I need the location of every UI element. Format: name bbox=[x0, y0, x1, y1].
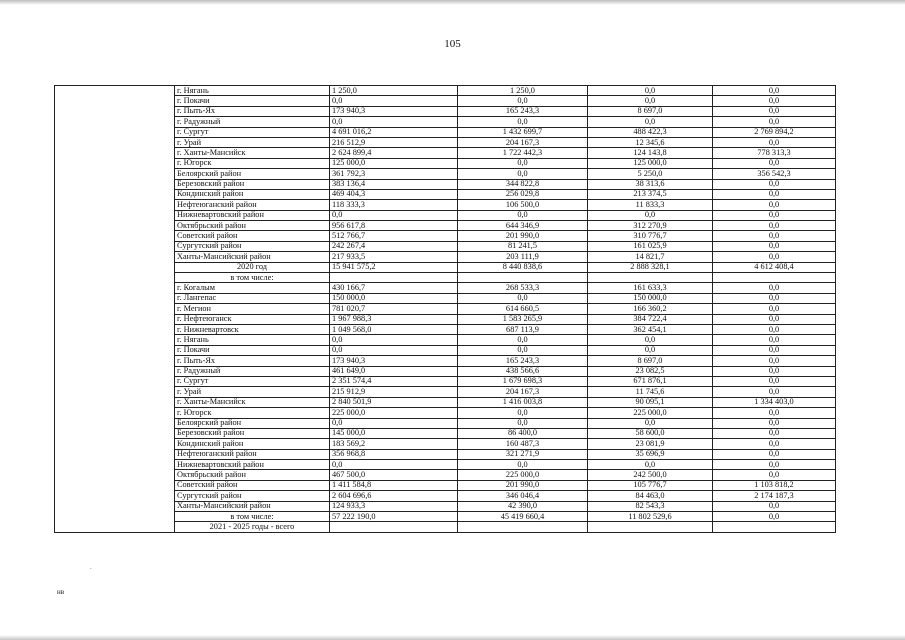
value-cell-v2: 204 167,3 bbox=[458, 137, 588, 147]
row-label: Березовский район bbox=[175, 179, 330, 189]
value-cell-v2: 165 243,3 bbox=[458, 356, 588, 366]
value-cell-v3: 312 270,9 bbox=[588, 221, 713, 231]
row-label: г. Нягань bbox=[175, 86, 330, 96]
value-cell-v2: 8 440 838,6 bbox=[458, 262, 588, 272]
row-label: Нефтеюганский район bbox=[175, 200, 330, 210]
row-label: г. Нижневартовск bbox=[175, 324, 330, 334]
row-label: Белоярский район bbox=[175, 418, 330, 428]
row-label: г. Когалым bbox=[175, 283, 330, 293]
value-cell-v2: 0,0 bbox=[458, 418, 588, 428]
row-label: г. Урай bbox=[175, 387, 330, 397]
value-cell-v3: 161 633,3 bbox=[588, 283, 713, 293]
value-cell-v1: 383 136,4 bbox=[330, 179, 458, 189]
scan-edge-top bbox=[0, 0, 905, 5]
value-cell-v4: 0,0 bbox=[713, 460, 836, 470]
value-cell-v2: 0,0 bbox=[458, 158, 588, 168]
value-cell-v1: 4 691 016,2 bbox=[330, 127, 458, 137]
value-cell-v2: 0,0 bbox=[458, 335, 588, 345]
value-cell-v4: 4 612 408,4 bbox=[713, 262, 836, 272]
value-cell-v1: 512 766,7 bbox=[330, 231, 458, 241]
value-cell-v3: 84 463,0 bbox=[588, 491, 713, 501]
value-cell-v2: 438 566,6 bbox=[458, 366, 588, 376]
row-label: г. Ханты-Мансийск bbox=[175, 148, 330, 158]
value-cell-v3: 58 600,0 bbox=[588, 428, 713, 438]
value-cell-v2: 0,0 bbox=[458, 460, 588, 470]
value-cell-v4: 0,0 bbox=[713, 408, 836, 418]
value-cell-v3: 0,0 bbox=[588, 460, 713, 470]
value-cell-v4: 0,0 bbox=[713, 428, 836, 438]
value-cell-v1: 0,0 bbox=[330, 117, 458, 127]
value-cell-v4: 0,0 bbox=[713, 314, 836, 324]
row-label: г. Мегион bbox=[175, 304, 330, 314]
value-cell-v3: 38 313,6 bbox=[588, 179, 713, 189]
row-label: 2020 год bbox=[175, 262, 330, 272]
value-cell-v3 bbox=[588, 273, 713, 283]
value-cell-v2: 344 822,8 bbox=[458, 179, 588, 189]
row-label: Березовский район bbox=[175, 428, 330, 438]
value-cell-v3: 0,0 bbox=[588, 117, 713, 127]
row-label: 2021 - 2025 годы - всего bbox=[175, 522, 330, 532]
value-cell-v2: 0,0 bbox=[458, 345, 588, 355]
value-cell-v1: 242 267,4 bbox=[330, 241, 458, 251]
row-label: г. Покачи bbox=[175, 96, 330, 106]
value-cell-v3: 0,0 bbox=[588, 86, 713, 96]
value-cell-v2: 201 990,0 bbox=[458, 480, 588, 490]
row-label: г. Покачи bbox=[175, 345, 330, 355]
value-cell-v3: 362 454,1 bbox=[588, 324, 713, 334]
row-label: Кондинский район bbox=[175, 189, 330, 199]
value-cell-v1: 125 000,0 bbox=[330, 158, 458, 168]
row-label: г. Лангепас bbox=[175, 293, 330, 303]
row-label: Ханты-Мансийский район bbox=[175, 501, 330, 511]
row-label: Нефтеюганский район bbox=[175, 449, 330, 459]
value-cell-v2: 106 500,0 bbox=[458, 200, 588, 210]
value-cell-v4: 0,0 bbox=[713, 96, 836, 106]
row-label: Советский район bbox=[175, 480, 330, 490]
row-label: Октябрьский район bbox=[175, 470, 330, 480]
value-cell-v1: 0,0 bbox=[330, 335, 458, 345]
value-cell-v3: 242 500,0 bbox=[588, 470, 713, 480]
value-cell-v2: 687 113,9 bbox=[458, 324, 588, 334]
value-cell-v1: 0,0 bbox=[330, 418, 458, 428]
value-cell-v4: 0,0 bbox=[713, 324, 836, 334]
value-cell-v3: 161 025,9 bbox=[588, 241, 713, 251]
value-cell-v3: 11 833,3 bbox=[588, 200, 713, 210]
value-cell-v4: 1 334 403,0 bbox=[713, 397, 836, 407]
value-cell-v1: 361 792,3 bbox=[330, 169, 458, 179]
value-cell-v3: 5 250,0 bbox=[588, 169, 713, 179]
value-cell-v4: 0,0 bbox=[713, 376, 836, 386]
value-cell-v3: 23 081,9 bbox=[588, 439, 713, 449]
value-cell-v3: 90 095,1 bbox=[588, 397, 713, 407]
value-cell-v1: 781 020,7 bbox=[330, 304, 458, 314]
row-label: Советский район bbox=[175, 231, 330, 241]
value-cell-v1: 225 000,0 bbox=[330, 408, 458, 418]
value-cell-v4: 0,0 bbox=[713, 200, 836, 210]
value-cell-v4: 0,0 bbox=[713, 449, 836, 459]
value-cell-v2: 45 419 660,4 bbox=[458, 512, 588, 522]
value-cell-v1: 217 933,5 bbox=[330, 252, 458, 262]
row-label: Ханты-Мансийский район bbox=[175, 252, 330, 262]
row-label: г. Радужный bbox=[175, 117, 330, 127]
value-cell-v1: 216 512,9 bbox=[330, 137, 458, 147]
value-cell-v2: 81 241,5 bbox=[458, 241, 588, 251]
row-label: г. Югорск bbox=[175, 408, 330, 418]
value-cell-v1: 2 351 574,4 bbox=[330, 376, 458, 386]
row-label: Белоярский район bbox=[175, 169, 330, 179]
value-cell-v3: 125 000,0 bbox=[588, 158, 713, 168]
row-label: г. Пыть-Ях bbox=[175, 356, 330, 366]
value-cell-v4 bbox=[713, 273, 836, 283]
value-cell-v1: 0,0 bbox=[330, 96, 458, 106]
row-label: г. Сургут bbox=[175, 127, 330, 137]
value-cell-v4: 0,0 bbox=[713, 210, 836, 220]
value-cell-v4: 0,0 bbox=[713, 366, 836, 376]
value-cell-v2: 346 046,4 bbox=[458, 491, 588, 501]
value-cell-v4: 0,0 bbox=[713, 86, 836, 96]
value-cell-v3: 0,0 bbox=[588, 335, 713, 345]
row-label: Нижневартовский район bbox=[175, 460, 330, 470]
value-cell-v2 bbox=[458, 522, 588, 532]
value-cell-v4 bbox=[713, 522, 836, 532]
scan-edge-bottom bbox=[0, 635, 905, 640]
value-cell-v3: 0,0 bbox=[588, 418, 713, 428]
value-cell-v1: 215 912,9 bbox=[330, 387, 458, 397]
value-cell-v4: 0,0 bbox=[713, 501, 836, 511]
row-label: г. Нягань bbox=[175, 335, 330, 345]
value-cell-v3: 12 345,6 bbox=[588, 137, 713, 147]
row-label: г. Нефтеюганск bbox=[175, 314, 330, 324]
value-cell-v3: 166 360,2 bbox=[588, 304, 713, 314]
budget-table-body bbox=[55, 86, 836, 533]
value-cell-v2: 1 432 699,7 bbox=[458, 127, 588, 137]
value-cell-v4: 0,0 bbox=[713, 158, 836, 168]
value-cell-v4: 0,0 bbox=[713, 418, 836, 428]
value-cell-v4: 0,0 bbox=[713, 439, 836, 449]
value-cell-v3: 11 802 529,6 bbox=[588, 512, 713, 522]
value-cell-v4: 0,0 bbox=[713, 117, 836, 127]
value-cell-v4: 356 542,3 bbox=[713, 169, 836, 179]
value-cell-v4: 0,0 bbox=[713, 106, 836, 116]
value-cell-v4: 0,0 bbox=[713, 293, 836, 303]
value-cell-v1: 356 968,8 bbox=[330, 449, 458, 459]
value-cell-v3: 8 697,0 bbox=[588, 356, 713, 366]
value-cell-v3: 2 888 328,1 bbox=[588, 262, 713, 272]
value-cell-v1: 0,0 bbox=[330, 210, 458, 220]
value-cell-v1: 956 617,8 bbox=[330, 221, 458, 231]
value-cell-v1: 183 569,2 bbox=[330, 439, 458, 449]
value-cell-v4: 0,0 bbox=[713, 221, 836, 231]
row-label: г. Ханты-Мансийск bbox=[175, 397, 330, 407]
value-cell-v2: 1 722 442,3 bbox=[458, 148, 588, 158]
value-cell-v1: 150 000,0 bbox=[330, 293, 458, 303]
value-cell-v3: 8 697,0 bbox=[588, 106, 713, 116]
value-cell-v4: 0,0 bbox=[713, 470, 836, 480]
value-cell-v1 bbox=[330, 273, 458, 283]
value-cell-v1: 1 967 988,3 bbox=[330, 314, 458, 324]
value-cell-v3: 14 821,7 bbox=[588, 252, 713, 262]
merged-side-cell bbox=[55, 86, 175, 533]
table-row bbox=[55, 86, 836, 96]
value-cell-v3: 225 000,0 bbox=[588, 408, 713, 418]
value-cell-v3: 0,0 bbox=[588, 96, 713, 106]
value-cell-v1: 461 649,0 bbox=[330, 366, 458, 376]
value-cell-v2: 321 271,9 bbox=[458, 449, 588, 459]
value-cell-v2: 0,0 bbox=[458, 96, 588, 106]
value-cell-v2: 614 660,5 bbox=[458, 304, 588, 314]
value-cell-v4: 0,0 bbox=[713, 345, 836, 355]
value-cell-v3: 213 374,5 bbox=[588, 189, 713, 199]
value-cell-v3: 35 696,9 bbox=[588, 449, 713, 459]
value-cell-v4: 0,0 bbox=[713, 252, 836, 262]
value-cell-v2: 0,0 bbox=[458, 293, 588, 303]
value-cell-v2: 1 416 003,8 bbox=[458, 397, 588, 407]
value-cell-v2: 160 487,3 bbox=[458, 439, 588, 449]
value-cell-v1: 467 500,0 bbox=[330, 470, 458, 480]
stray-mark: . bbox=[90, 563, 92, 571]
value-cell-v2: 0,0 bbox=[458, 117, 588, 127]
value-cell-v2: 0,0 bbox=[458, 169, 588, 179]
value-cell-v2: 204 167,3 bbox=[458, 387, 588, 397]
value-cell-v4: 2 769 894,2 bbox=[713, 127, 836, 137]
row-label: в том числе: bbox=[175, 512, 330, 522]
value-cell-v1: 2 840 501,9 bbox=[330, 397, 458, 407]
value-cell-v4: 0,0 bbox=[713, 387, 836, 397]
value-cell-v3: 23 082,5 bbox=[588, 366, 713, 376]
value-cell-v1: 1 411 584,8 bbox=[330, 480, 458, 490]
row-label: г. Радужный bbox=[175, 366, 330, 376]
value-cell-v3: 488 422,3 bbox=[588, 127, 713, 137]
row-label: Октябрьский район bbox=[175, 221, 330, 231]
row-label: г. Сургут bbox=[175, 376, 330, 386]
value-cell-v2: 0,0 bbox=[458, 408, 588, 418]
value-cell-v4: 0,0 bbox=[713, 231, 836, 241]
value-cell-v1: 2 604 696,6 bbox=[330, 491, 458, 501]
value-cell-v4: 0,0 bbox=[713, 137, 836, 147]
footer-mark: нв bbox=[57, 588, 65, 596]
value-cell-v1: 124 933,3 bbox=[330, 501, 458, 511]
value-cell-v4: 0,0 bbox=[713, 179, 836, 189]
value-cell-v3 bbox=[588, 522, 713, 532]
value-cell-v3: 82 543,3 bbox=[588, 501, 713, 511]
value-cell-v2: 225 000,0 bbox=[458, 470, 588, 480]
value-cell-v3: 124 143,8 bbox=[588, 148, 713, 158]
value-cell-v4: 0,0 bbox=[713, 304, 836, 314]
value-cell-v3: 150 000,0 bbox=[588, 293, 713, 303]
value-cell-v1: 57 222 190,0 bbox=[330, 512, 458, 522]
row-label: Сургутский район bbox=[175, 491, 330, 501]
value-cell-v2: 268 533,3 bbox=[458, 283, 588, 293]
value-cell-v3: 105 776,7 bbox=[588, 480, 713, 490]
value-cell-v2: 165 243,3 bbox=[458, 106, 588, 116]
row-label: г. Пыть-Ях bbox=[175, 106, 330, 116]
value-cell-v1: 1 049 568,0 bbox=[330, 324, 458, 334]
page-number: 105 bbox=[444, 38, 461, 50]
value-cell-v2: 1 583 265,9 bbox=[458, 314, 588, 324]
value-cell-v2: 86 400,0 bbox=[458, 428, 588, 438]
value-cell-v4: 778 313,3 bbox=[713, 148, 836, 158]
row-label: Кондинский район bbox=[175, 439, 330, 449]
value-cell-v2: 1 250,0 bbox=[458, 86, 588, 96]
row-label: в том числе: bbox=[175, 273, 330, 283]
value-cell-v3: 671 876,1 bbox=[588, 376, 713, 386]
value-cell-v4: 0,0 bbox=[713, 283, 836, 293]
value-cell-v2: 0,0 bbox=[458, 210, 588, 220]
value-cell-v2 bbox=[458, 273, 588, 283]
value-cell-v2: 203 111,9 bbox=[458, 252, 588, 262]
value-cell-v4: 0,0 bbox=[713, 512, 836, 522]
value-cell-v1: 430 166,7 bbox=[330, 283, 458, 293]
value-cell-v1: 1 250,0 bbox=[330, 86, 458, 96]
value-cell-v3: 0,0 bbox=[588, 210, 713, 220]
value-cell-v1 bbox=[330, 522, 458, 532]
value-cell-v2: 1 679 698,3 bbox=[458, 376, 588, 386]
value-cell-v1: 469 404,3 bbox=[330, 189, 458, 199]
value-cell-v4: 2 174 187,3 bbox=[713, 491, 836, 501]
row-label: г. Урай bbox=[175, 137, 330, 147]
value-cell-v4: 1 103 818,2 bbox=[713, 480, 836, 490]
value-cell-v1: 145 000,0 bbox=[330, 428, 458, 438]
value-cell-v4: 0,0 bbox=[713, 335, 836, 345]
value-cell-v4: 0,0 bbox=[713, 356, 836, 366]
value-cell-v4: 0,0 bbox=[713, 189, 836, 199]
value-cell-v3: 384 722,4 bbox=[588, 314, 713, 324]
row-label: Нижневартовский район bbox=[175, 210, 330, 220]
value-cell-v3: 0,0 bbox=[588, 345, 713, 355]
value-cell-v2: 42 390,0 bbox=[458, 501, 588, 511]
value-cell-v3: 11 745,6 bbox=[588, 387, 713, 397]
value-cell-v2: 201 990,0 bbox=[458, 231, 588, 241]
value-cell-v1: 2 624 899,4 bbox=[330, 148, 458, 158]
row-label: г. Югорск bbox=[175, 158, 330, 168]
budget-table bbox=[54, 85, 836, 533]
value-cell-v1: 0,0 bbox=[330, 460, 458, 470]
value-cell-v2: 256 029,8 bbox=[458, 189, 588, 199]
value-cell-v1: 173 940,3 bbox=[330, 106, 458, 116]
value-cell-v4: 0,0 bbox=[713, 241, 836, 251]
row-label: Сургутский район bbox=[175, 241, 330, 251]
value-cell-v1: 15 941 575,2 bbox=[330, 262, 458, 272]
value-cell-v1: 173 940,3 bbox=[330, 356, 458, 366]
value-cell-v3: 310 776,7 bbox=[588, 231, 713, 241]
value-cell-v1: 118 333,3 bbox=[330, 200, 458, 210]
value-cell-v1: 0,0 bbox=[330, 345, 458, 355]
value-cell-v2: 644 346,9 bbox=[458, 221, 588, 231]
